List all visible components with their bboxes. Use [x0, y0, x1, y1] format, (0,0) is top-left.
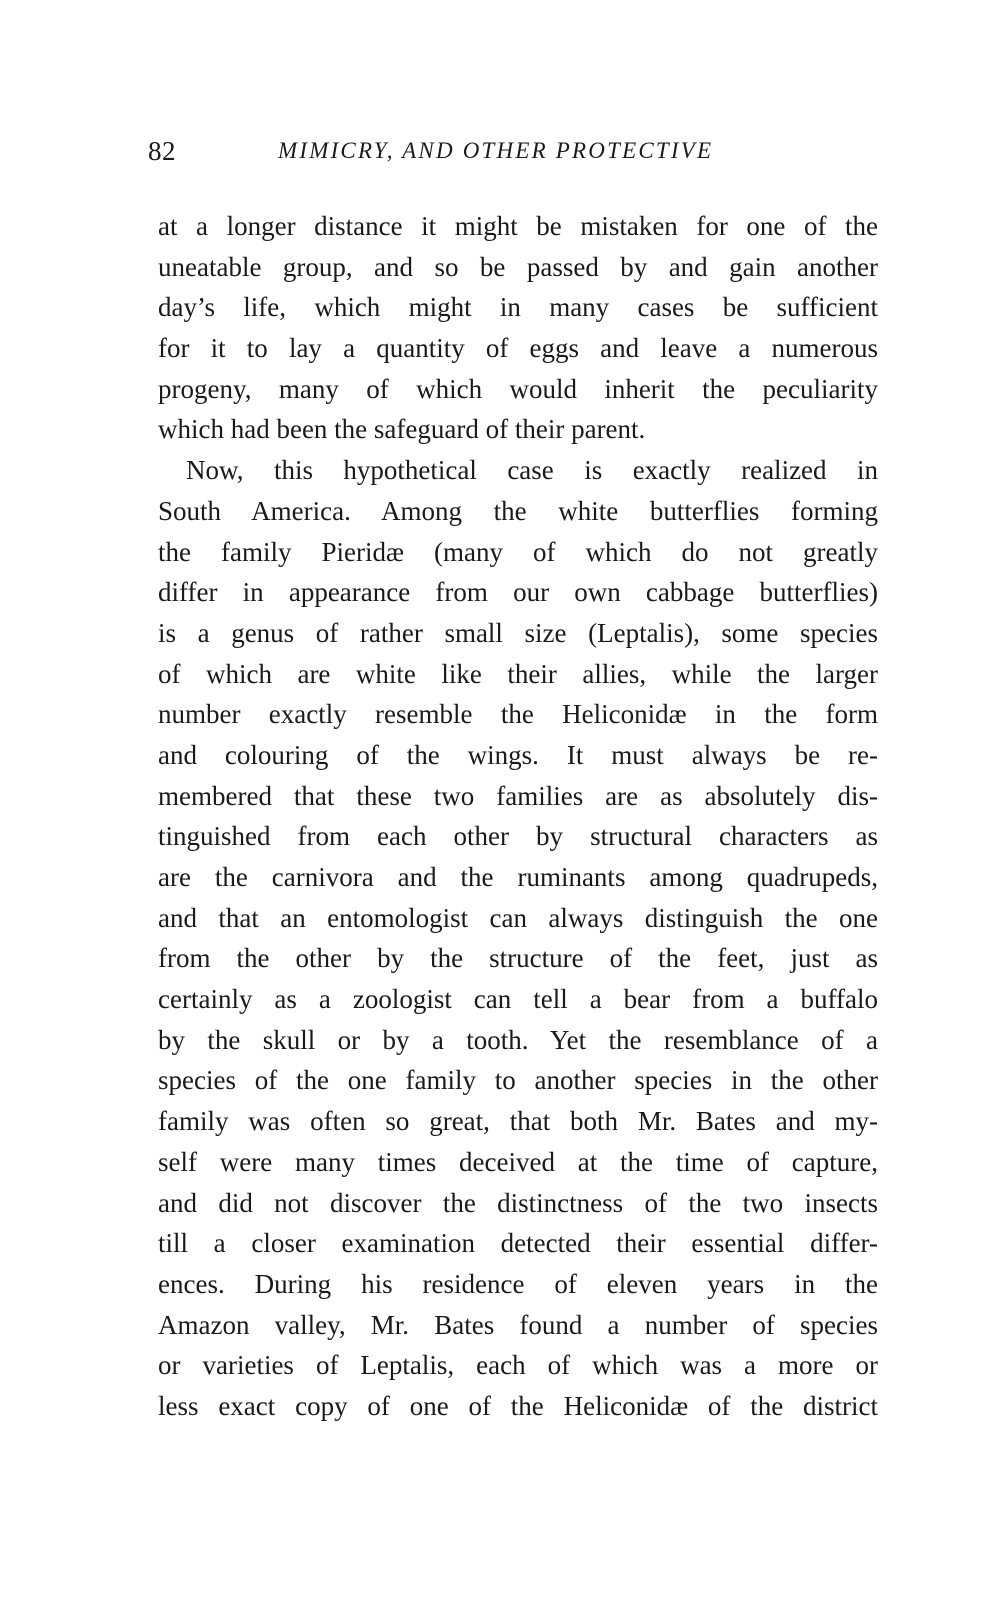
- body-text: [158, 206, 878, 1427]
- text-line: of which are white like their allies, while the larger: [158, 658, 878, 689]
- text-line: which had been the safeguard of their parent.: [158, 414, 646, 445]
- page-number: 82: [148, 136, 176, 166]
- text-line: differ in appearance from our own cabbage butterflies): [158, 577, 878, 608]
- text-line: day’s life, which might in many cases be sufficient: [158, 292, 878, 323]
- text-line: progeny, many of which would inherit the peculiarity: [158, 373, 878, 404]
- text-line: certainly as a zoologist can tell a bear from a buffalo: [158, 984, 878, 1015]
- text-line: till a closer examination detected their essential differ-: [158, 1228, 878, 1259]
- text-line: tinguished from each other by structural characters as: [158, 821, 878, 852]
- text-line: by the skull or by a tooth. Yet the resemblance of a: [158, 1024, 878, 1055]
- text-line: family was often so great, that both Mr. Bates and my-: [158, 1106, 878, 1137]
- text-line: at a longer distance it might be mistaken for one of the: [158, 211, 878, 241]
- text-line: species of the one family to another species in the other: [158, 1065, 878, 1096]
- text-line: membered that these two families are as absolutely dis-: [158, 780, 878, 811]
- text-line: South America. Among the white butterflies forming: [158, 495, 878, 526]
- running-title: MIMICRY, AND OTHER PROTECTIVE: [278, 138, 714, 163]
- text-line: number exactly resemble the Heliconidæ in the form: [158, 699, 878, 730]
- text-line: are the carnivora and the ruminants among quadrupeds,: [158, 862, 878, 892]
- text-line: Amazon valley, Mr. Bates found a number of species: [158, 1309, 878, 1340]
- text-line: or varieties of Leptalis, each of which was a more or: [158, 1350, 878, 1381]
- text-line: from the other by the structure of the feet, just as: [158, 943, 878, 974]
- text-line: ences. During his residence of eleven years in the: [158, 1268, 878, 1299]
- text-line: and colouring of the wings. It must always be re-: [158, 739, 878, 770]
- text-line: Now, this hypothetical case is exactly realized in: [186, 455, 878, 486]
- text-line: the family Pieridæ (many of which do not greatly: [158, 536, 878, 567]
- text-line: uneatable group, and so be passed by and gain another: [158, 251, 878, 282]
- text-line: is a genus of rather small size (Leptalis), some species: [158, 617, 878, 648]
- text-line: and did not discover the distinctness of the two insects: [158, 1187, 878, 1218]
- running-head: [148, 136, 888, 176]
- text-line: self were many times deceived at the time of capture,: [158, 1146, 878, 1177]
- text-line: and that an entomologist can always distinguish the one: [158, 902, 878, 933]
- text-line: for it to lay a quantity of eggs and leave a numerous: [158, 333, 878, 364]
- text-line: less exact copy of one of the Heliconidæ of the district: [158, 1390, 878, 1421]
